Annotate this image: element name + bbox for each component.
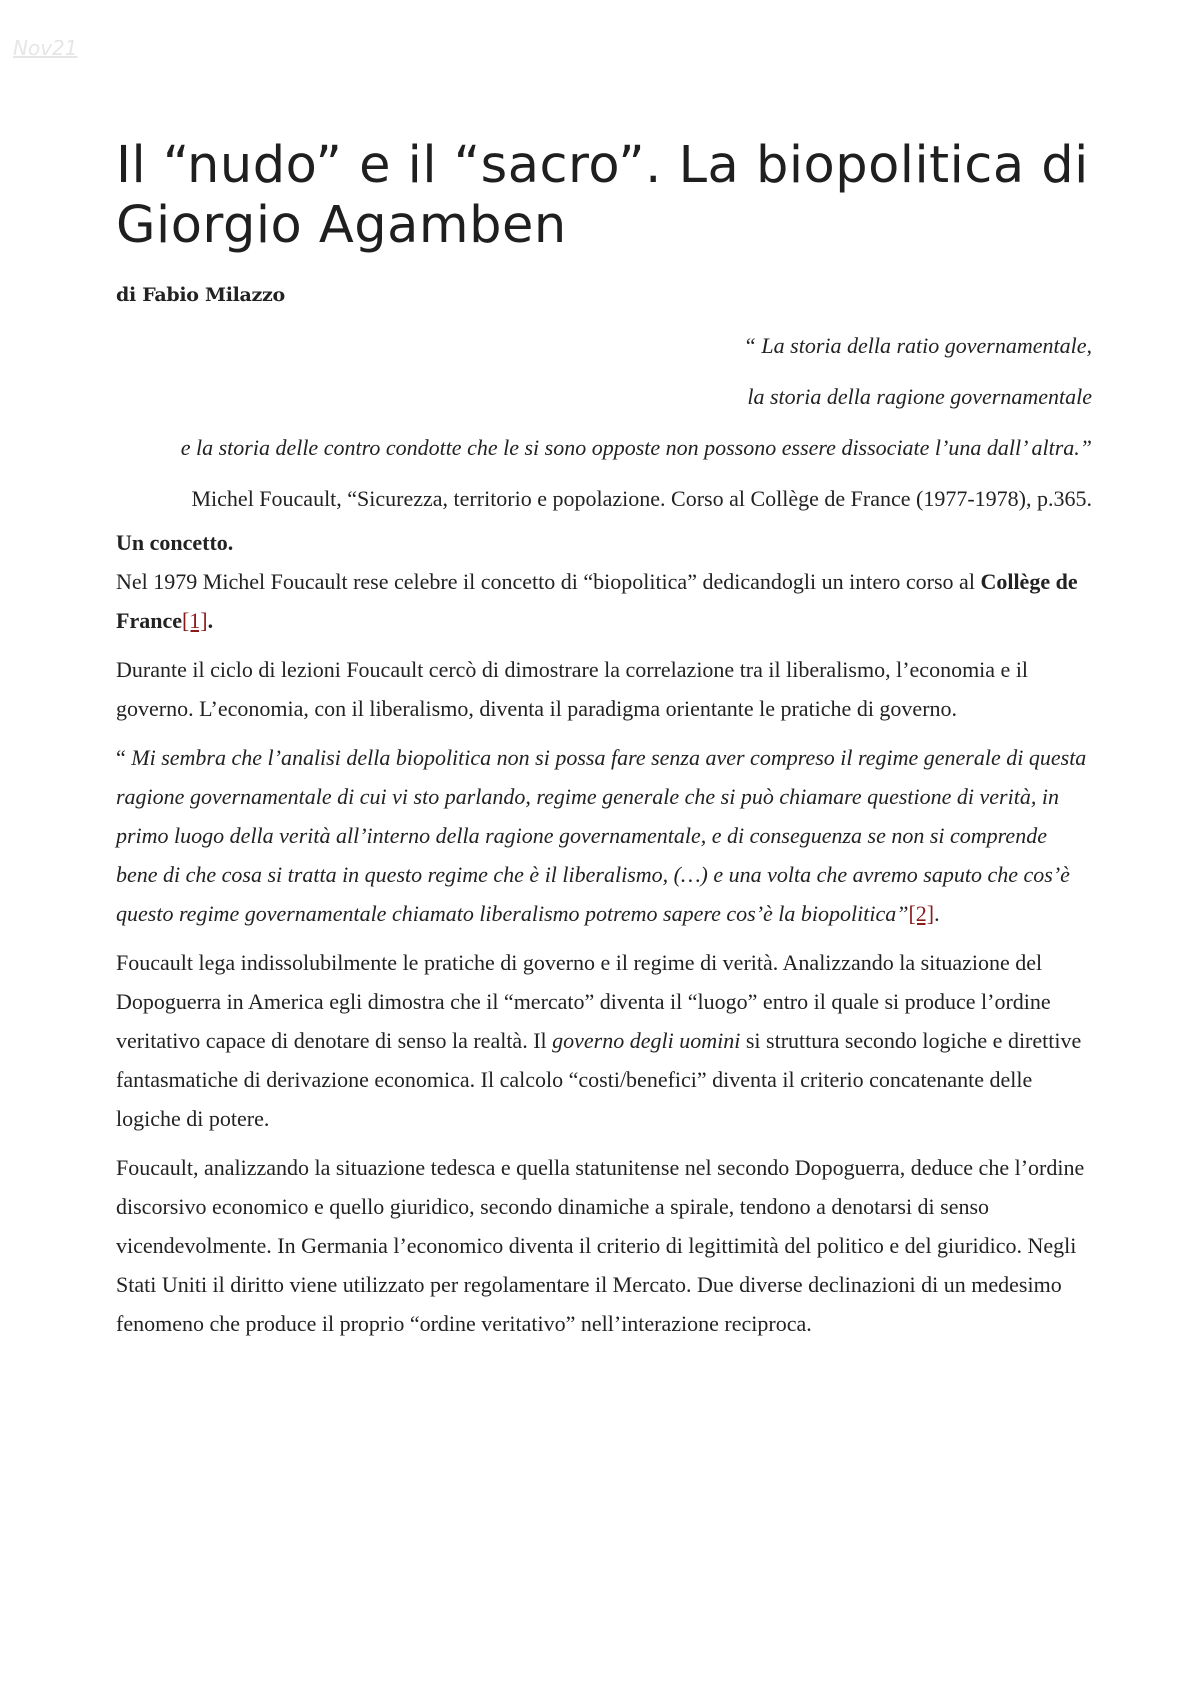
- quote-text: Mi sembra che l’analisi della biopolitica non si possa fare senza aver compreso il regime generale di questa ragione governamentale di cui vi sto parlando, regime generale che si può chiamare questione di verità, in primo luogo della verità all’interno della ragione governamentale, e di conseguenza se non si comprende bene di che cosa si tratta in questo regime che è il liberalismo, (…) e una volta che avremo saputo che cos’è questo regime governamentale chiamato liberalismo potremo sapere cos’è la biopolitica”: [116, 745, 1087, 926]
- college-de-france-bold: Collège de France: [116, 569, 1078, 633]
- quote-open-mark: “: [116, 745, 132, 770]
- epigraph-line-1: “ La storia della ratio governamentale,: [743, 333, 1092, 358]
- epigraph-line-3: e la storia delle contro condotte che le si sono opposte non possono essere dissociate l’una dall’ altra.”: [180, 435, 1092, 460]
- paragraph-3: [116, 943, 1092, 1138]
- paragraph-1-end: .: [207, 608, 214, 633]
- paragraph-3-italic: governo degli uomini: [552, 1028, 741, 1053]
- paragraph-1: [116, 562, 1092, 640]
- block-quote: [116, 738, 1092, 933]
- article-title: Il “nudo” e il “sacro”. La biopolitica di Giorgio Agamben: [116, 136, 1089, 255]
- footnote-link-2[interactable]: [2]: [908, 901, 935, 926]
- paragraph-4: Foucault, analizzando la situazione tedesca e quella statunitense nel secondo Dopoguerra, deduce che l’ordine discorsivo economico e quello giuridico, secondo dinamiche a spirale, tendono a denotarsi di senso vicendevolmente. In Germania l’economico diventa il criterio di legittimità del politico e del giuridico. Negli Stati Uniti il diritto viene utilizzato per regolamentare il Mercato. Due diverse declinazioni di un medesimo fenomeno che produce il proprio “ordine veritativo” nell’interazione reciproca.: [116, 1155, 1085, 1336]
- watermark-text: Nov21: [13, 36, 78, 60]
- paragraph-3-text-a: Foucault lega indissolubilmente le pratiche di governo e il regime di verità. Analizzando la situazione del Dopoguerra in America egli dimostra che il “mercato” diventa il “luogo” entro il quale si produce l’ordine veritativo capace di denotare di senso la realtà. Il: [116, 950, 1051, 1053]
- paragraph-3-text-b: si struttura secondo logiche e direttive fantasmatiche di derivazione economica. Il calcolo “costi/benefici” diventa il criterio concatenante delle logiche di potere.: [116, 1028, 1082, 1131]
- epigraph: [116, 326, 1092, 518]
- epigraph-attribution: Michel Foucault, “Sicurezza, territorio e popolazione. Corso al Collège de France (1977-1978), p.365.: [191, 486, 1092, 511]
- paragraph-2: Durante il ciclo di lezioni Foucault cercò di dimostrare la correlazione tra il liberalismo, l’economia e il governo. L’economia, con il liberalismo, diventa il paradigma orientante le pratiche di governo.: [116, 657, 1029, 721]
- article-byline: di Fabio Milazzo: [116, 284, 285, 306]
- epigraph-line-2: la storia della ragione governamentale: [747, 384, 1092, 409]
- article: [116, 136, 1092, 1353]
- section-heading: Un concetto.: [116, 530, 234, 555]
- footnote-link-1[interactable]: [1]: [181, 608, 208, 633]
- quote-end: .: [934, 901, 940, 926]
- paragraph-1-text: Nel 1979 Michel Foucault rese celebre il concetto di “biopolitica” dedicandogli un intero corso al: [116, 569, 981, 594]
